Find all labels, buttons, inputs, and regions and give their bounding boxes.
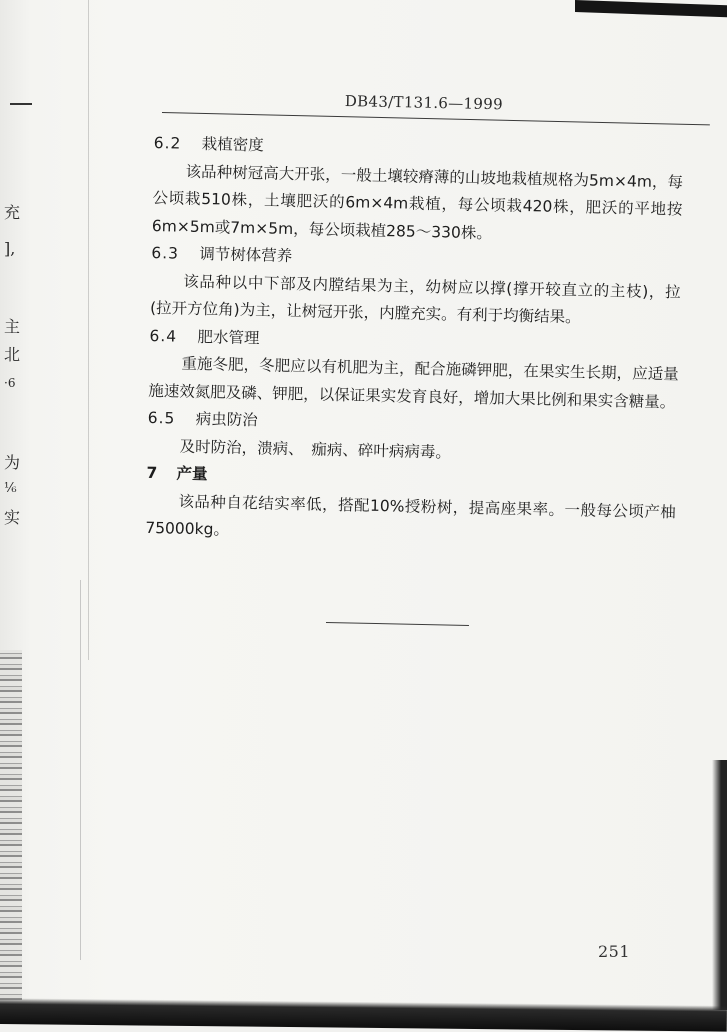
section-paragraph: 重施冬肥，冬肥应以有机肥为主，配合施磷钾肥，在果实生长期，应适量施速效氮肥及磷、钾肥，以保证果实发育良好，增加大果比例和果实含糖量。 [148,354,679,411]
page-fold-line-lower [80,580,81,960]
section-paragraph: 该品种树冠高大开张，一般土壤较瘠薄的山坡地栽植规格为5m×4m，每公顷栽510株，土壤肥沃的6m×4m栽植，每公顷栽420株，肥沃的平地按6m×5m或7m×5m，每公顷栽植285～330株。 [151,162,684,242]
margin-fragment: ], [4,239,16,258]
section-number: 7 [146,463,159,483]
section-paragraph: 及时防治，溃病、 痂病、碎叶病病毒。 [179,437,452,462]
header-rule [162,112,710,125]
margin-fragment: 主 [4,317,21,336]
section-number: 6.3 [151,243,180,263]
scan-shadow-bottom [0,998,727,1032]
section-number: 6.4 [149,326,178,346]
margin-fragment: 为 [4,453,21,472]
scan-shadow-top [575,0,727,17]
section-title: 调节树体营养 [199,245,293,266]
page-fold-line [88,0,89,660]
section-title: 栽植密度 [201,135,264,155]
standard-code-header: DB43/T131.6—1999 [344,92,504,114]
scan-shadow-right [712,760,727,1010]
adjacent-page-strip [0,650,22,1000]
margin-fragment: 充 [4,203,21,222]
adjacent-page-dash [10,103,32,105]
section-title: 肥水管理 [197,327,260,347]
margin-fragment: 北 [4,345,21,364]
document-body [145,130,684,554]
section-paragraph: 该品种自花结实率低，搭配10%授粉树，提高座果率。一般每公顷产柚75000kg。 [145,492,676,539]
margin-fragment: 实 [4,508,21,527]
section-title: 病虫防治 [195,409,258,430]
section-paragraph: 该品种以中下部及内膛结果为主，幼树应以撑(撑开较直立的主枝)，拉(拉开方位角)为主，让树冠开张，内膛充实。有利于均衡结果。 [149,272,681,327]
margin-fragment: ·6 [4,376,16,390]
margin-fragment: ⅙ [4,481,17,496]
section-title: 产量 [176,464,208,484]
section-number: 6.5 [147,408,176,428]
page-number: 251 [598,942,631,961]
end-rule [326,622,469,626]
section-number: 6.2 [153,133,182,153]
